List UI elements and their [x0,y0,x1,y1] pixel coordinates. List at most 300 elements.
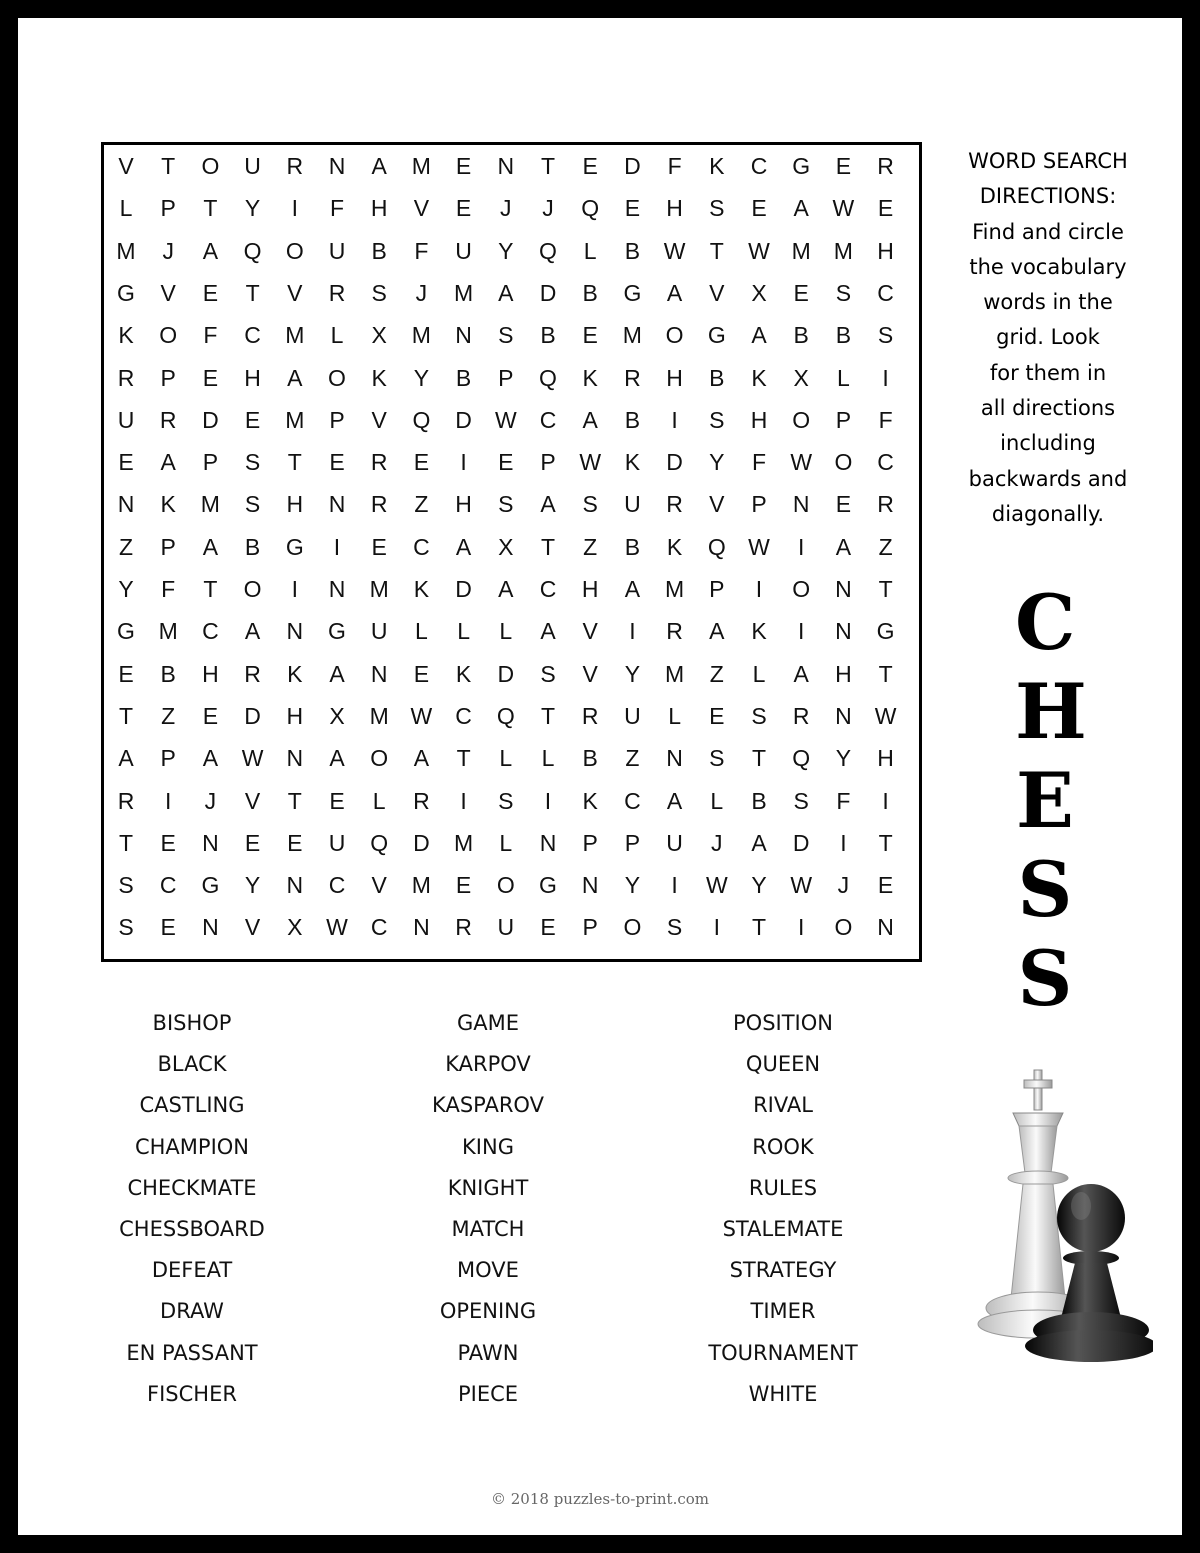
title-letter: S [1017,845,1073,934]
grid-letter: B [582,745,598,772]
grid-letter: G [539,872,557,899]
word-list-item: RULES [748,1175,818,1200]
grid-letter: R [581,702,599,729]
grid-letter: W [241,745,264,772]
grid-letter: E [582,322,598,349]
grid-letter: E [582,153,598,179]
grid-letter: G [117,618,135,645]
grid-letter: E [498,449,514,476]
grid-letter: U [497,914,515,941]
grid-letter: T [456,745,471,772]
grid-letter: C [877,449,894,476]
grid-letter: T [751,914,767,941]
grid-letter: D [792,829,810,856]
grid-letter: R [877,153,894,179]
grid-letter: R [328,279,346,306]
grid-letter: I [671,406,678,433]
grid-letter: V [582,618,598,645]
grid-letter: I [671,872,678,899]
grid-letter: T [709,237,724,264]
grid-letter: N [835,702,852,729]
grid-letter: S [371,279,387,306]
grid-letter: H [370,195,388,222]
grid-letter: V [413,195,430,222]
grid-letter: Q [792,745,811,772]
grid-letter: O [834,449,853,476]
word-list-item: KNIGHT [447,1175,529,1200]
grid-letter: S [498,787,514,814]
grid-letter: I [840,829,847,856]
letter-grid [101,142,922,962]
grid-letter: H [877,237,894,264]
grid-letter: A [793,660,809,687]
word-list-item: MATCH [451,1217,525,1241]
grid-letter: W [874,702,897,729]
directions-line: grid. Look [996,325,1100,350]
grid-letter: Y [244,872,261,899]
grid-letter: C [624,787,641,814]
grid-letter: B [624,237,641,264]
grid-letter: B [709,364,725,391]
grid-letter: U [370,618,388,645]
title-letter: C [1015,578,1076,667]
grid-letter: M [622,322,642,349]
grid-letter: S [498,322,514,349]
grid-letter: P [709,576,725,602]
grid-letter: Z [625,745,640,772]
title-letter: H [1015,667,1087,756]
grid-letter: K [371,364,387,391]
grid-letter: D [539,279,557,306]
grid-letter: R [370,449,388,476]
grid-letter: X [793,364,809,391]
grid-letter: M [285,406,305,433]
grid-letter: O [792,406,811,433]
grid-letter: K [118,322,134,349]
grid-letter: T [540,533,556,560]
grid-letter: V [244,787,261,814]
grid-letter: B [793,322,809,349]
grid-letter: T [540,702,556,729]
grid-letter: G [285,533,304,560]
grid-letter: J [415,279,428,306]
grid-letter: T [878,660,893,687]
grid-letter: J [204,787,217,814]
grid-letter: V [371,406,387,433]
chess-king-and-pawn-icon [953,1068,1153,1368]
grid-letter: Z [878,533,893,560]
grid-letter: V [709,279,725,306]
word-list-item: PAWN [457,1340,519,1365]
grid-letter: U [328,237,346,264]
grid-letter: A [709,618,725,645]
grid-letter: S [709,406,725,433]
directions-line: including [1000,431,1096,456]
grid-letter: I [291,576,298,602]
grid-letter: Y [498,237,514,264]
grid-letter: A [624,576,641,602]
grid-letter: T [287,449,302,476]
grid-letter: K [582,364,598,391]
grid-letter: T [203,195,218,222]
grid-letter: W [748,237,770,264]
grid-letter: E [455,153,472,179]
grid-letter: H [877,745,894,772]
puzzle-page [18,18,1182,1535]
grid-letter: F [203,322,218,349]
word-list-item: PIECE [457,1381,519,1406]
grid-letter: N [286,618,304,645]
grid-letter: G [117,279,135,306]
grid-letter: I [460,787,467,814]
grid-letter: O [370,745,389,772]
grid-letter: Q [539,237,557,264]
grid-letter: R [666,618,683,645]
grid-letter: J [837,872,850,899]
grid-letter: D [202,406,219,433]
grid-letter: G [328,618,346,645]
grid-letter: S [540,660,556,687]
grid-letter: E [202,279,219,306]
grid-letter: R [117,364,135,391]
grid-letter: P [202,449,219,476]
grid-letter: D [624,153,641,179]
grid-letter: Q [370,829,389,856]
grid-letter: N [328,576,346,602]
word-list-item: CHECKMATE [127,1175,257,1200]
grid-letter: E [244,406,261,433]
word-list-item: STRATEGY [729,1258,837,1283]
grid-letter: N [666,745,683,772]
grid-letter: I [713,914,720,941]
grid-letter: K [413,576,430,602]
grid-letter: R [666,491,683,518]
grid-letter: H [286,702,304,729]
grid-letter: Y [751,872,767,899]
grid-letter: B [371,237,387,264]
grid-letter: C [877,279,894,306]
grid-letter: Y [624,872,641,899]
directions-line: Find and circle [972,219,1124,244]
grid-letter: F [836,787,851,814]
grid-letter: W [326,914,348,941]
grid-letter: D [455,576,472,602]
directions-line: for them in [989,360,1107,385]
grid-letter: H [202,660,219,687]
grid-letter: K [287,660,303,687]
word-list-item: CHESSBOARD [119,1217,265,1241]
grid-letter: E [455,872,472,899]
grid-letter: M [454,829,474,856]
grid-letter: S [709,195,725,222]
grid-letter: R [455,914,472,941]
grid-letter: W [705,872,728,899]
grid-letter: N [413,914,430,941]
grid-letter: H [750,406,768,433]
grid-letter: E [540,914,556,941]
word-list-item: TIMER [750,1299,816,1324]
grid-letter: E [413,449,430,476]
grid-letter: L [668,702,681,729]
grid-letter: M [369,576,389,602]
grid-letter: J [162,237,174,264]
grid-letter: L [499,829,513,856]
grid-letter: M [369,702,389,729]
grid-letter: Z [161,702,176,729]
grid-letter: F [414,237,429,264]
grid-letter: P [751,491,767,518]
grid-letter: U [624,702,641,729]
grid-letter: U [117,406,135,433]
grid-letter: W [790,872,813,899]
grid-letter: A [244,618,261,645]
grid-letter: R [624,364,641,391]
word-list-item: ROOK [752,1134,814,1159]
grid-letter: Z [583,533,598,560]
grid-letter: L [457,618,470,645]
grid-letter: L [499,618,513,645]
grid-letter: K [455,660,472,687]
directions-line: backwards and [968,466,1128,491]
grid-letter: O [792,576,811,602]
grid-letter: S [244,449,261,476]
grid-letter: M [665,576,685,602]
grid-letter: T [878,576,893,602]
grid-letter: H [455,491,472,518]
directions-line: DIRECTIONS: [979,184,1117,209]
grid-letter: S [666,914,683,941]
grid-letter: M [454,279,474,306]
grid-letter: M [411,872,431,899]
grid-letter: A [118,745,134,772]
grid-letter: A [329,745,345,772]
grid-letter: O [623,914,642,941]
grid-letter: A [540,618,556,645]
grid-letter: L [119,195,133,222]
word-list-item: KING [462,1134,514,1159]
grid-letter: N [877,914,894,941]
grid-letter: B [244,533,261,560]
grid-letter: X [329,702,345,729]
grid-letter: R [877,491,894,518]
grid-letter: R [286,153,304,179]
grid-letter: O [496,872,515,899]
grid-letter: I [755,576,763,602]
grid-letter: J [542,195,554,222]
grid-letter: N [202,914,219,941]
grid-letter: N [286,872,304,899]
grid-letter: P [160,195,176,222]
grid-letter: T [245,279,260,306]
grid-letter: I [882,787,889,814]
grid-letter: E [329,787,345,814]
grid-letter: E [202,364,219,391]
directions-line: words in the [983,290,1113,315]
grid-letter: E [202,702,219,729]
grid-letter: X [751,279,767,306]
grid-letter: D [666,449,683,476]
grid-letter: P [540,449,556,476]
grid-letter: K [751,618,767,645]
grid-letter: O [243,576,262,602]
grid-letter: T [118,702,134,729]
grid-letter: O [159,322,178,349]
word-list-item: STALEMATE [722,1217,844,1241]
grid-letter: E [160,829,176,856]
grid-letter: F [161,576,176,602]
grid-letter: W [494,406,517,433]
grid-letter: W [748,533,770,560]
word-list-item: RIVAL [753,1093,813,1118]
grid-letter: N [286,745,304,772]
word-list-item: GAME [456,1011,520,1035]
grid-letter: L [372,787,386,814]
grid-letter: B [160,660,176,687]
word-list-item: DEFEAT [151,1258,233,1283]
grid-letter: S [709,745,725,772]
grid-letter: O [665,322,684,349]
grid-letter: F [751,449,767,476]
grid-letter: P [160,364,176,391]
grid-letter: M [200,491,220,518]
grid-letter: N [117,491,135,518]
grid-letter: J [500,195,512,222]
grid-letter: P [582,829,598,856]
grid-letter: C [455,702,472,729]
grid-letter: Q [243,237,262,264]
word-list-item: DRAW [160,1299,224,1324]
grid-letter: Y [709,449,725,476]
title-letter: S [1017,934,1073,1023]
grid-letter: A [793,195,809,222]
grid-letter: N [328,491,346,518]
grid-letter: T [118,829,134,856]
grid-letter: E [835,153,852,179]
grid-letter: T [751,745,767,772]
grid-letter: V [371,872,387,899]
grid-letter: E [709,702,725,729]
grid-letter: P [582,914,598,941]
directions-line: diagonally. [991,501,1105,526]
grid-letter: D [455,406,472,433]
grid-letter: P [498,364,514,391]
grid-letter: A [202,533,219,560]
grid-letter: V [244,914,261,941]
grid-letter: P [835,406,852,433]
grid-letter: K [666,533,683,560]
grid-letter: T [161,153,176,179]
grid-letter: A [455,533,472,560]
grid-letter: C [202,618,219,645]
grid-letter: G [623,279,642,306]
grid-letter: O [834,914,853,941]
grid-letter: I [333,533,341,560]
grid-letter: I [544,787,552,814]
grid-letter: N [328,153,346,179]
grid-letter: S [498,491,514,518]
grid-letter: F [878,406,893,433]
grid-letter: R [370,491,388,518]
grid-letter: O [201,153,220,179]
grid-letter: I [164,787,172,814]
grid-letter: A [329,660,345,687]
grid-letter: A [498,279,514,306]
grid-letter: R [792,702,810,729]
grid-letter: Q [539,364,557,391]
grid-letter: W [832,195,855,222]
grid-letter: C [159,872,177,899]
grid-letter: B [455,364,472,391]
grid-letter: W [790,449,813,476]
grid-letter: U [455,237,472,264]
grid-letter: A [666,787,683,814]
grid-letter: X [498,533,514,560]
grid-letter: V [287,279,303,306]
word-list-item: KARPOV [445,1052,531,1077]
grid-letter: N [202,829,219,856]
grid-letter: W [410,702,433,729]
grid-letter: N [455,322,472,349]
grid-letter: S [244,491,261,518]
grid-letter: Q [412,406,431,433]
grid-letter: K [582,787,598,814]
grid-letter: E [877,872,894,899]
grid-letter: N [370,660,388,687]
grid-letter: I [629,618,636,645]
grid-letter: H [835,660,852,687]
grid-letter: E [287,829,303,856]
grid-letter: Z [414,491,429,518]
grid-letter: H [581,576,599,602]
grid-letter: L [752,660,766,687]
grid-letter: X [287,914,303,941]
grid-letter: E [118,660,134,687]
grid-letter: S [877,322,894,349]
grid-letter: U [244,153,261,179]
grid-letter: Y [244,195,261,222]
grid-letter: T [287,787,302,814]
grid-letter: E [624,195,641,222]
grid-letter: C [539,576,557,602]
grid-letter: C [244,322,261,349]
grid-letter: M [411,322,431,349]
grid-letter: E [793,279,809,306]
grid-letter: N [539,829,557,856]
grid-letter: B [624,533,641,560]
grid-letter: U [328,829,346,856]
grid-letter: A [582,406,598,433]
grid-letter: N [792,491,810,518]
grid-letter: A [371,153,387,179]
grid-letter: Q [581,195,600,222]
grid-letter: S [751,702,767,729]
grid-letter: H [286,491,304,518]
grid-letter: G [792,153,811,179]
grid-letter: A [540,491,556,518]
grid-letter: M [665,660,685,687]
grid-letter: C [413,533,430,560]
grid-letter: I [460,449,467,476]
grid-letter: A [835,533,852,560]
grid-letter: H [666,364,683,391]
word-list-item: TOURNAMENT [708,1340,858,1365]
grid-letter: E [329,449,345,476]
grid-letter: L [710,787,724,814]
grid-letter: H [244,364,261,391]
grid-letter: R [159,406,177,433]
grid-letter: Y [835,745,852,772]
grid-letter: K [751,364,767,391]
